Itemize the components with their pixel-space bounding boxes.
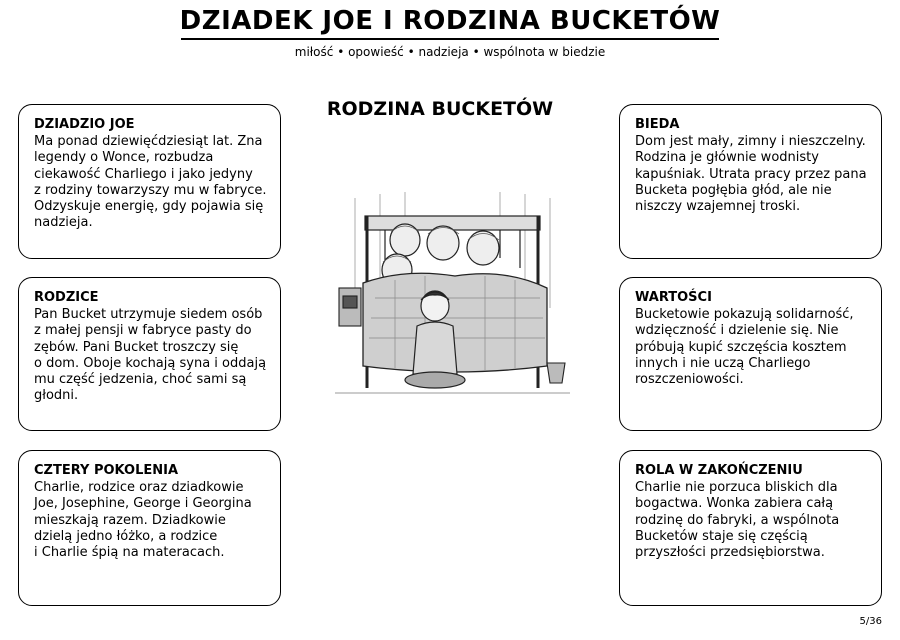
card-dziadzio-joe	[18, 104, 281, 259]
card-text: Bucketowie pokazują solidarność, wdzięczność i dzielenie się. Nie próbują kupić szczęścia kosztem innych i nie uczą Charliego roszczeniowości.	[635, 307, 854, 388]
center-heading: RODZINA BUCKETÓW	[326, 98, 554, 120]
card-text: Charlie nie porzuca bliskich dla bogactwa. Wonka zabiera całą rodzinę do fabryki, a wspólnota Bucketów staje się częścią przyszłości przedsiębiorstwa.	[635, 480, 840, 561]
card-title: ROLA W ZAKOŃCZENIU	[635, 463, 803, 478]
family-bed-illustration	[335, 188, 570, 420]
card-cztery-pokolenia	[18, 450, 281, 606]
title-underline	[181, 38, 719, 40]
card-title: BIEDA	[635, 117, 680, 132]
card-title: RODZICE	[34, 290, 99, 305]
card-text: Pan Bucket utrzymuje siedem osób z małej pensji w fabryce pasty do zębów. Pani Bucket troszczy się o dom. Oboje kochają syna i oddają mu część jedzenia, choć sami są głodni.	[34, 307, 267, 404]
card-bieda	[619, 104, 882, 259]
card-title: WARTOŚCI	[635, 290, 712, 305]
card-rodzice	[18, 277, 281, 431]
page-title: DZIADEK JOE I RODZINA BUCKETÓW	[179, 6, 721, 36]
card-text: Ma ponad dziewięćdziesiąt lat. Zna legendy o Wonce, rozbudza ciekawość Charliego i jako jedyny z rodziny towarzyszy mu w fabryce. Odzyskuje energię, gdy pojawia się nadzieja.	[34, 134, 267, 231]
page-number: 5/36	[859, 616, 882, 627]
card-text: Charlie, rodzice oraz dziadkowie Joe, Josephine, George i Georgina mieszkają razem. Dziadkowie dzielą jedno łóżko, a rodzice i Charlie śpią na materacach.	[34, 480, 252, 561]
card-text: Dom jest mały, zimny i nieszczelny. Rodzina je głównie wodnisty kapuśniak. Utrata pracy przez pana Bucketa pogłębia głód, ale nie niszczy wzajemnej troski.	[635, 134, 867, 215]
card-title: DZIADZIO JOE	[34, 117, 135, 132]
card-wartosci	[619, 277, 882, 431]
card-rola-w-zakonczeniu	[619, 450, 882, 606]
card-title: CZTERY POKOLENIA	[34, 463, 179, 478]
page-subtitle: miłość • opowieść • nadzieja • wspólnota w biedzie	[294, 45, 606, 59]
